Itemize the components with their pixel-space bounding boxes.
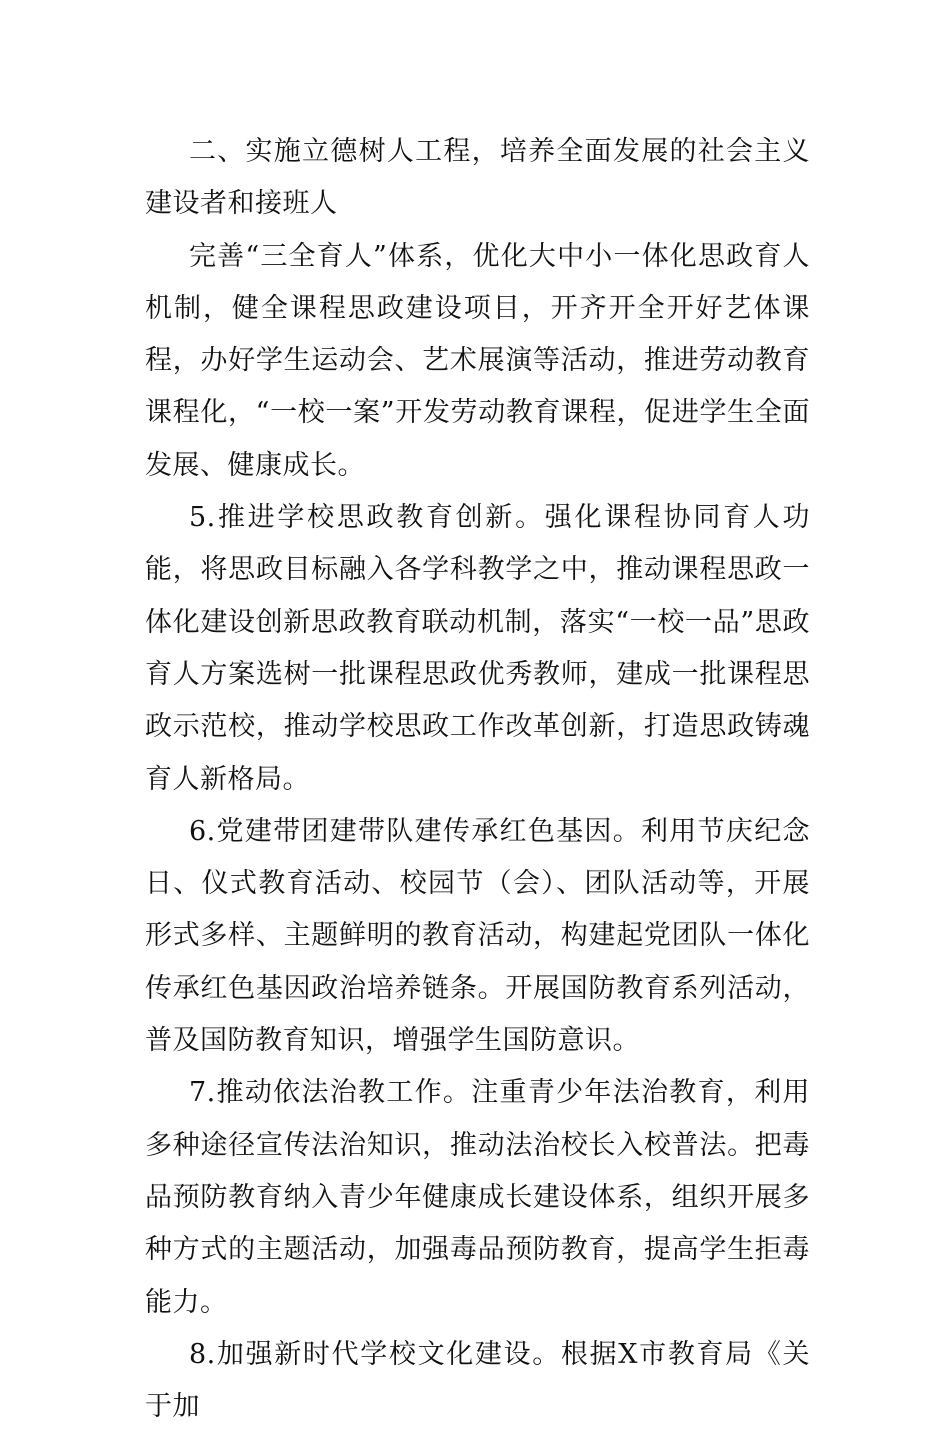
paragraph-item-7: 7.推动依法治教工作。注重青少年法治教育，利用多种途径宣传法治知识，推动法治校长入校普法。把毒品预防教育纳入青少年健康成长建设体系，组织开展多种方式的主题活动，加强毒品预防教育，提高学生拒毒能力。 bbox=[145, 1077, 810, 1318]
paragraph-item-6: 6.党建带团建带队建传承红色基因。利用节庆纪念日、仪式教育活动、校园节（会）、团队活动等，开展形式多样、主题鲜明的教育活动，构建起党团队一体化传承红色基因政治培养链条。开展国防教育系列活动，普及国防教育知识，增强学生国防意识。 bbox=[145, 815, 810, 1057]
paragraph-item-5: 5.推进学校思政教育创新。强化课程协同育人功能，将思政目标融入各学科教学之中，推动课程思政一体化建设创新思政教育联动机制，落实“一校一品”思政育人方案选树一批课程思政优秀教师，建成一批课程思政示范校，推动学校思政工作改革创新，打造思政铸魂育人新格局。 bbox=[145, 502, 810, 795]
paragraph-intro: 完善“三全育人”体系，优化大中小一体化思政育人机制，健全课程思政建设项目，开齐开全开好艺体课程，办好学生运动会、艺术展演等活动，推进劳动教育课程化，“一校一案”开发劳动教育课程，促进学生全面发展、健康成长。 bbox=[145, 240, 810, 481]
document-body bbox=[145, 126, 810, 1433]
paragraph-item-8: 8.加强新时代学校文化建设。根据X市教育局《关于加 bbox=[145, 1338, 810, 1423]
section-heading: 二、实施立德树人工程，培养全面发展的社会主义建设者和接班人 bbox=[145, 136, 810, 220]
